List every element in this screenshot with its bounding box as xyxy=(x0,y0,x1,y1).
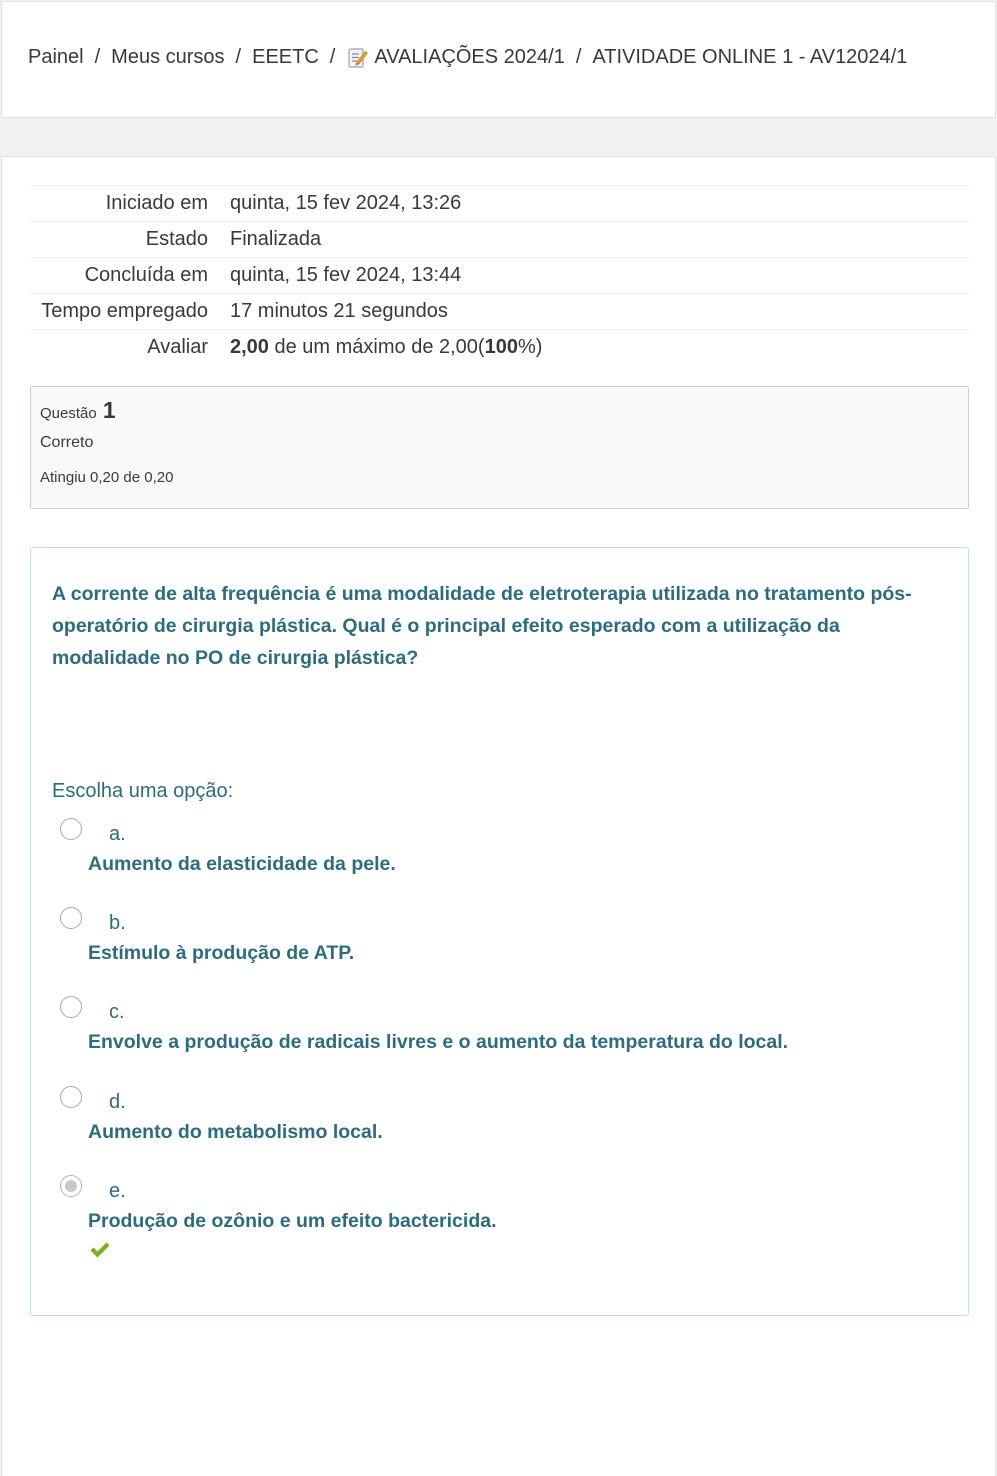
grade-value xyxy=(230,330,969,366)
option-letter: c. xyxy=(109,1001,125,1023)
time-value: 17 minutos 21 segundos xyxy=(230,300,448,322)
radio-option-c[interactable] xyxy=(60,996,82,1018)
radio-option-e-selected[interactable] xyxy=(60,1175,82,1197)
breadcrumb-separator: / xyxy=(575,46,582,68)
breadcrumb-section-label: AVALIAÇÕES 2024/1 xyxy=(374,46,565,68)
completed-label: Concluída em xyxy=(84,264,208,286)
option-letter: e. xyxy=(109,1180,126,1202)
breadcrumb-separator: / xyxy=(235,46,242,68)
breadcrumb-course[interactable]: EEETC xyxy=(252,46,319,68)
option-text: Aumento da elasticidade da pele. xyxy=(88,853,396,875)
question-label: Questão xyxy=(40,405,97,422)
radio-option-b[interactable] xyxy=(60,907,82,929)
question-text: A corrente de alta frequência é uma modalidade de eletroterapia utilizada no tratamento pós-operatório de cirurgia plástica. Qual é o principal efeito esperado com a utilização da modalidade no PO de cirurgia plástica? xyxy=(52,583,912,669)
grade-mid: de um máximo de 2,00( xyxy=(268,336,485,359)
grade-end: %) xyxy=(517,336,543,359)
option-text: Produção de ozônio e um efeito bactericida. xyxy=(88,1210,497,1232)
started-label: Iniciado em xyxy=(105,192,208,214)
question-grade: Atingiu 0,20 de 0,20 xyxy=(40,469,174,486)
breadcrumb-meus-cursos[interactable]: Meus cursos xyxy=(111,46,225,68)
state-value: Finalizada xyxy=(230,228,322,250)
breadcrumb-separator: / xyxy=(329,46,336,68)
breadcrumb xyxy=(28,46,907,69)
question-state: Correto xyxy=(40,434,94,451)
option-text: Aumento do metabolismo local. xyxy=(88,1121,383,1143)
answer-prompt: Escolha uma opção: xyxy=(52,780,234,802)
radio-option-a[interactable] xyxy=(60,818,82,840)
time-label: Tempo empregado xyxy=(41,300,208,322)
started-value: quinta, 15 fev 2024, 13:26 xyxy=(230,192,462,214)
question-number xyxy=(40,397,959,424)
option-text: Envolve a produção de radicais livres e o aumento da temperatura do local. xyxy=(88,1031,789,1053)
quiz-review-region xyxy=(1,156,996,1476)
grade-percent: 100 xyxy=(484,336,518,359)
radio-option-d[interactable] xyxy=(60,1086,82,1108)
page-header xyxy=(1,1,996,118)
memo-icon xyxy=(346,47,368,69)
breadcrumb-separator: / xyxy=(94,46,101,68)
option-letter: d. xyxy=(109,1091,126,1113)
question-content xyxy=(30,547,969,1316)
option-letter: b. xyxy=(109,912,126,934)
option-letter: a. xyxy=(109,823,126,845)
breadcrumb-section[interactable] xyxy=(346,46,564,69)
grade-score: 2,00 xyxy=(230,336,269,359)
attempt-summary-table xyxy=(30,185,969,366)
option-text: Estímulo à produção de ATP. xyxy=(88,942,355,964)
summary-row-completed xyxy=(30,258,969,294)
grade-label: Avaliar xyxy=(147,336,208,359)
breadcrumb-painel[interactable]: Painel xyxy=(28,46,84,68)
question-number-value: 1 xyxy=(102,397,116,423)
summary-row-time xyxy=(30,294,969,330)
breadcrumb-activity[interactable]: ATIVIDADE ONLINE 1 - AV12024/1 xyxy=(592,46,908,68)
completed-value: quinta, 15 fev 2024, 13:44 xyxy=(230,264,462,286)
question-info xyxy=(30,386,969,509)
summary-row-started xyxy=(30,186,969,222)
check-icon xyxy=(89,1241,111,1259)
summary-row-grade xyxy=(30,330,969,366)
state-label: Estado xyxy=(145,228,208,250)
summary-row-state xyxy=(30,222,969,258)
